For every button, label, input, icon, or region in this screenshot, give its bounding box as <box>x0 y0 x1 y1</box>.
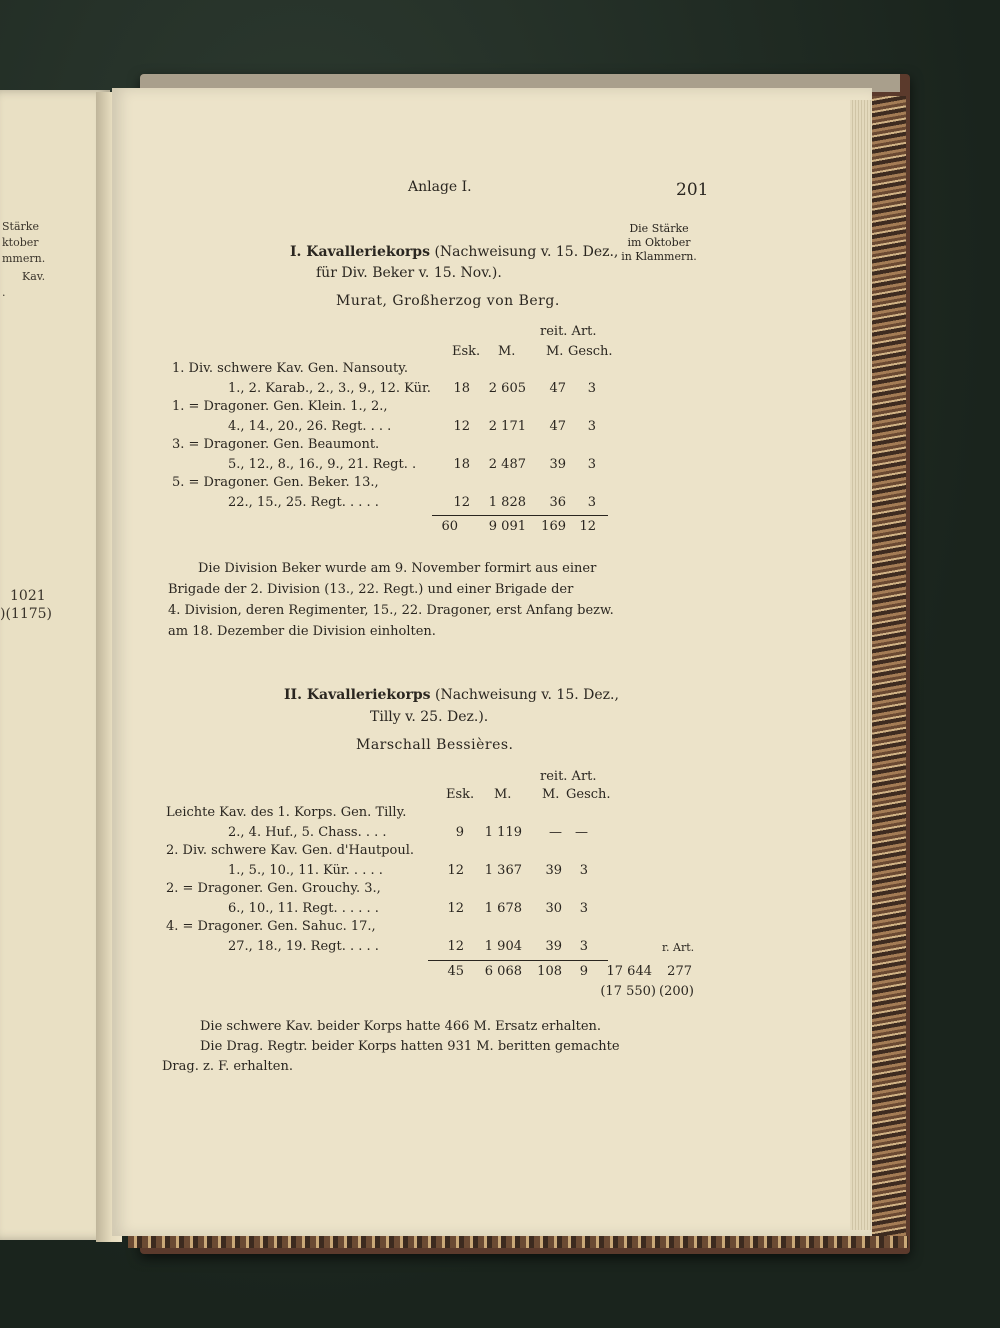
table-cell-m: 2 171 <box>488 419 526 434</box>
section2-col-gesch: Gesch. <box>566 787 611 802</box>
left-page-line: Stärke <box>2 220 39 233</box>
r-art-label: r. Art. <box>662 941 695 954</box>
table-cell-m: 1 678 <box>484 901 522 916</box>
table-cell-gesch: 3 <box>587 381 596 396</box>
total-rm: 169 <box>541 519 566 534</box>
table-cell-rm: 39 <box>545 863 562 878</box>
table-cell-m: 1 119 <box>484 825 522 840</box>
table-row-label: 6., 10., 11. Regt. . . . . . <box>228 901 379 916</box>
total-esk: 45 <box>447 964 464 979</box>
total-rm: 108 <box>537 964 562 979</box>
note-line: am 18. Dezember die Division einholten. <box>168 624 436 639</box>
table-cell-esk: 9 <box>455 825 464 840</box>
margin-note <box>614 222 704 264</box>
section2-commander: Marschall Bessières. <box>356 737 514 753</box>
table-row-label: 27., 18., 19. Regt. . . . . <box>228 939 379 954</box>
table-cell-esk: 12 <box>447 939 464 954</box>
table-cell-rm: 47 <box>549 419 566 434</box>
left-page-line: mmern. <box>2 252 46 265</box>
table-cell-gesch: 3 <box>579 901 588 916</box>
table-cell-esk: 12 <box>447 901 464 916</box>
october-total-ra: (200) <box>659 984 694 999</box>
section2-heading-line2: Tilly v. 25. Dez.). <box>370 709 489 725</box>
section1-column-top: reit. Art. <box>540 324 597 339</box>
table-row-label: 4., 14., 20., 26. Regt. . . . <box>228 419 392 434</box>
table-cell-m: 2 605 <box>488 381 526 396</box>
section1-heading-rest: (Nachweisung v. 15. Dez., <box>434 244 619 260</box>
section2-heading <box>284 688 619 702</box>
table-row-label: 2. = Dragoner. Gen. Grouchy. 3., <box>166 881 381 896</box>
margin-note-line: Die Stärke <box>629 222 689 235</box>
table-cell-esk: 12 <box>453 419 470 434</box>
section2-heading-bold: II. Kavalleriekorps <box>284 687 431 703</box>
left-page-line: ktober <box>2 236 39 249</box>
marbled-edge <box>872 96 906 1246</box>
section2-col-esk: Esk. <box>446 787 475 802</box>
page-header-title: Anlage I. <box>408 179 472 195</box>
table-row-label: 1., 2. Karab., 2., 3., 9., 12. Kür. <box>228 381 431 396</box>
table-cell-m: 1 367 <box>484 863 522 878</box>
section1-heading-bold: I. Kavalleriekorps <box>290 244 430 260</box>
total-m: 6 068 <box>484 964 522 979</box>
table-cell-rm: 47 <box>549 381 566 396</box>
table-row-label: 2. Div. schwere Kav. Gen. d'Hautpoul. <box>166 843 415 858</box>
section1-col-m: M. <box>498 344 516 359</box>
section1-heading <box>290 245 618 259</box>
section1-col-gesch: Gesch. <box>568 344 613 359</box>
section2-col-m: M. <box>494 787 512 802</box>
grand-total-ra: 277 <box>667 964 692 979</box>
total-gesch: 9 <box>579 964 588 979</box>
margin-note-line: im Oktober <box>627 236 691 249</box>
note-line: 4. Division, deren Regimenter, 15., 22. Dragoner, erst Anfang bezw. <box>168 603 614 618</box>
table-row-label: 2., 4. Huf., 5. Chass. . . . <box>228 825 387 840</box>
table-row-label: 3. = Dragoner. Gen. Beaumont. <box>172 437 380 452</box>
section1-col-esk: Esk. <box>452 344 481 359</box>
marbled-bottom-edge <box>128 1236 908 1248</box>
left-page-line: . <box>2 286 6 299</box>
section1-heading-line2: für Div. Beker v. 15. Nov.). <box>316 265 502 281</box>
table-cell-m: 1 904 <box>484 939 522 954</box>
table-cell-m: 2 487 <box>488 457 526 472</box>
table-cell-gesch: 3 <box>587 419 596 434</box>
table-row-label: 22., 15., 25. Regt. . . . . <box>228 495 379 510</box>
left-page-line: Kav. <box>22 270 46 283</box>
section2-heading-rest: (Nachweisung v. 15. Dez., <box>434 687 619 703</box>
table-row-label: 5., 12., 8., 16., 9., 21. Regt. . <box>228 457 417 472</box>
left-page-total-october: )(1175) <box>0 606 53 622</box>
table-cell-esk: 18 <box>453 381 470 396</box>
note-line: Die Division Beker wurde am 9. November formirt aus einer <box>198 561 597 576</box>
grand-total-m: 17 644 <box>606 964 652 979</box>
sum-rule <box>428 960 608 961</box>
october-total-m: (17 550) <box>600 984 656 999</box>
table-cell-esk: 18 <box>453 457 470 472</box>
sum-rule <box>432 515 608 516</box>
note-line: Drag. z. F. erhalten. <box>162 1059 293 1074</box>
table-cell-rm: — <box>549 825 562 840</box>
table-cell-gesch: 3 <box>579 863 588 878</box>
table-row-label: 1. = Dragoner. Gen. Klein. 1., 2., <box>172 399 388 414</box>
table-cell-gesch: 3 <box>587 495 596 510</box>
section2-col-rm: M. <box>542 787 560 802</box>
total-esk: 60 <box>441 519 458 534</box>
page-number: 201 <box>676 180 709 200</box>
note-line: Brigade der 2. Division (13., 22. Regt.) und einer Brigade der <box>168 582 574 597</box>
table-cell-gesch: 3 <box>579 939 588 954</box>
table-row-label: 4. = Dragoner. Gen. Sahuc. 17., <box>166 919 376 934</box>
section1-commander: Murat, Großherzog von Berg. <box>336 293 560 309</box>
margin-note-line: in Klammern. <box>621 250 697 263</box>
table-row-label: 1. Div. schwere Kav. Gen. Nansouty. <box>172 361 408 376</box>
page-stack-edge <box>850 100 872 1230</box>
table-cell-gesch: — <box>575 825 588 840</box>
table-cell-rm: 36 <box>549 495 566 510</box>
note-line: Die Drag. Regtr. beider Korps hatten 931 M. beritten gemachte <box>200 1039 620 1054</box>
section1-col-rm: M. <box>546 344 564 359</box>
table-cell-esk: 12 <box>453 495 470 510</box>
total-m: 9 091 <box>488 519 526 534</box>
table-cell-m: 1 828 <box>488 495 526 510</box>
table-cell-rm: 30 <box>545 901 562 916</box>
total-gesch: 12 <box>579 519 596 534</box>
table-cell-rm: 39 <box>545 939 562 954</box>
table-cell-gesch: 3 <box>587 457 596 472</box>
left-page-total: 1021 <box>10 588 46 604</box>
table-row-label: 1., 5., 10., 11. Kür. . . . . <box>228 863 383 878</box>
table-row-label: 5. = Dragoner. Gen. Beker. 13., <box>172 475 379 490</box>
table-cell-rm: 39 <box>549 457 566 472</box>
note-line: Die schwere Kav. beider Korps hatte 466 M. Ersatz erhalten. <box>200 1019 602 1034</box>
section2-column-top: reit. Art. <box>540 769 597 784</box>
table-row-label: Leichte Kav. des 1. Korps. Gen. Tilly. <box>166 805 407 820</box>
table-cell-esk: 12 <box>447 863 464 878</box>
